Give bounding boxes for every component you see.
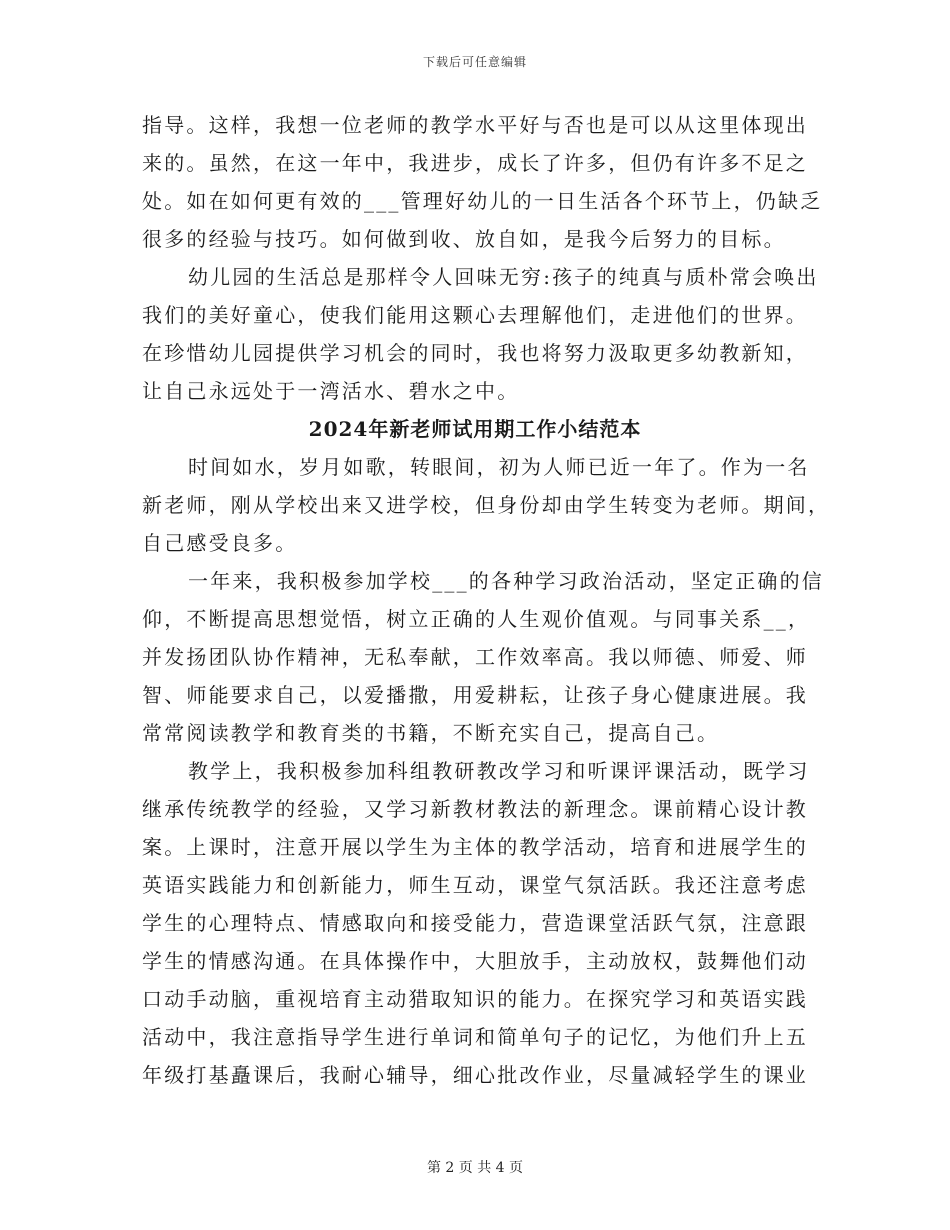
text-line: 继承传统教学的经验，又学习新教材教法的新理念。课前精心设计教	[142, 797, 808, 821]
document-body	[142, 106, 831, 1094]
text-line: 很多的经验与技巧。如何做到收、放自如，是我今后努力的目标。	[142, 227, 786, 251]
text-line: 仰，不断提高思想觉悟，树立正确的人生观价值观。与同事关系__，	[142, 607, 811, 631]
paragraph-5	[142, 752, 808, 1094]
text-line: 口动手动脑，重视培育主动猎取知识的能力。在探究学习和英语实践	[142, 987, 808, 1011]
text-line: 教学上，我积极参加科组教研教改学习和听课评课活动，既学习	[188, 759, 810, 783]
text-line: 英语实践能力和创新能力，师生互动，课堂气氛活跃。我还注意考虑	[142, 873, 808, 897]
text-line: 新老师，刚从学校出来又进学校，但身份却由学生转变为老师。期间，	[142, 493, 831, 517]
text-line: 处。如在如何更有效的___管理好幼儿的一日生活各个环节上，仍缺乏	[142, 189, 823, 213]
text-line: 一年来，我积极参加学校___的各种学习政治活动，坚定正确的信	[188, 569, 824, 593]
page-number: 第 2 页 共 4 页	[426, 1160, 524, 1176]
text-line: 学生的情感沟通。在具体操作中，大胆放手，主动放权，鼓舞他们动	[142, 949, 808, 973]
text-line: 常常阅读教学和教育类的书籍，不断充实自己，提高自己。	[142, 721, 720, 745]
text-line: 学生的心理特点、情感取向和接受能力，营造课堂活跃气氛，注意跟	[142, 911, 808, 935]
text-line: 活动中，我注意指导学生进行单词和简单句子的记忆，为他们升上五	[142, 1025, 808, 1049]
text-line: 并发扬团队协作精神，无私奉献，工作效率高。我以师德、师爱、师	[142, 645, 808, 669]
section-title: 2024年新老师试用期工作小结范本	[308, 417, 642, 441]
text-line: 智、师能要求自己，以爱播撒，用爱耕耘，让孩子身心健康进展。我	[142, 683, 808, 707]
text-line: 在珍惜幼儿园提供学习机会的同时，我也将努力汲取更多幼教新知，	[142, 341, 808, 365]
text-line: 来的。虽然，在这一年中，我进步，成长了许多，但仍有许多不足之	[142, 151, 808, 175]
text-line: 幼儿园的生活总是那样令人回味无穷:孩子的纯真与质朴常会唤出	[188, 265, 819, 289]
paragraph-4	[142, 562, 824, 752]
text-line: 案。上课时，注意开展以学生为主体的教学活动，培育和进展学生的	[142, 835, 808, 859]
text-line: 指导。这样，我想一位老师的教学水平好与否也是可以从这里体现出	[142, 113, 808, 137]
text-line: 我们的美好童心，使我们能用这颗心去理解他们，走进他们的世界。	[142, 303, 808, 327]
paragraph-1	[142, 106, 823, 258]
text-line: 时间如水，岁月如歌，转眼间，初为人师已近一年了。作为一名	[188, 455, 810, 479]
paragraph-2	[142, 258, 819, 410]
text-line: 自己感受良多。	[142, 531, 298, 555]
paragraph-3	[142, 448, 831, 562]
text-line: 让自己永远处于一湾活水、碧水之中。	[142, 379, 520, 403]
page-header: 下载后可任意编辑	[422, 55, 527, 69]
text-line: 年级打基矗课后，我耐心辅导，细心批改作业，尽量减轻学生的课业	[142, 1063, 808, 1087]
